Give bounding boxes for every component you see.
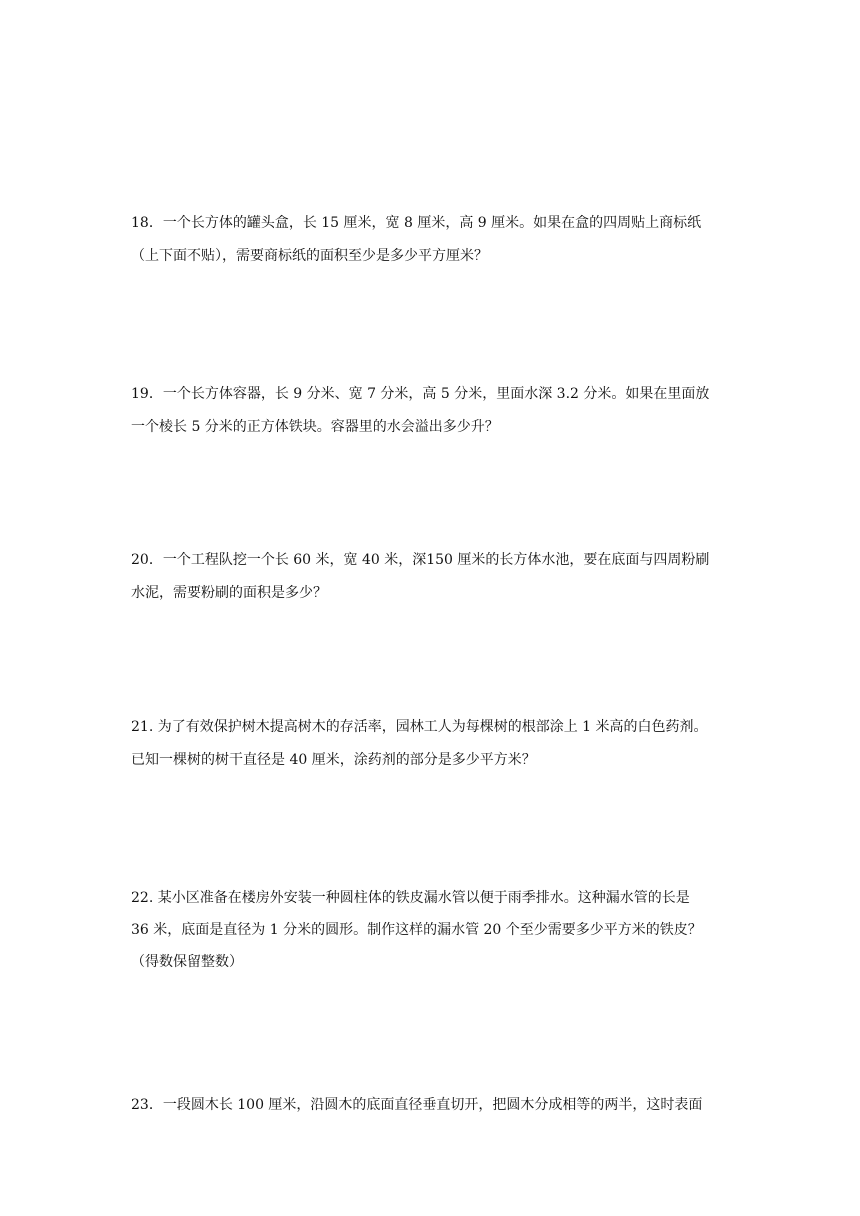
problem-19: [131, 378, 731, 444]
problem-18-line-2: （上下面不贴），需要商标纸的面积至少是多少平方厘米？: [131, 248, 488, 264]
problem-23: [131, 1089, 731, 1122]
problem-21: [131, 711, 731, 777]
problem-22-line-2: 36 米，底面是直径为 1 分米的圆形。制作这样的漏水管 20 个至少需要多少平方米的铁皮？: [131, 922, 702, 938]
problem-21-line-2: 已知一棵树的树干直径是 40 厘米，涂药剂的部分是多少平方米？: [131, 752, 536, 768]
problem-19-line-1: 19．一个长方体容器，长 9 分米、宽 7 分米，高 5 分米，里面水深 3.2 分米。如果在里面放: [131, 386, 710, 402]
problem-20: [131, 544, 731, 610]
problem-22-line-3: （得数保留整数）: [131, 954, 243, 970]
problem-20-line-2: 水泥，需要粉刷的面积是多少？: [131, 585, 327, 601]
problem-19-line-2: 一个棱长 5 分米的正方体铁块。容器里的水会溢出多少升？: [131, 419, 499, 435]
problem-20-line-1: 20．一个工程队挖一个长 60 米，宽 40 米，深150 厘米的长方体水池，要在底面与四周粉刷: [131, 552, 710, 568]
problem-21-line-1: 21. 为了有效保护树木提高树木的存活率，园林工人为每棵树的根部涂上 1 米高的白色药剂。: [131, 719, 708, 735]
problem-23-line-1: 23．一段圆木长 100 厘米，沿圆木的底面直径垂直切开，把圆木分成相等的两半，这时表面: [131, 1097, 703, 1113]
problem-18: [131, 207, 731, 273]
problem-18-line-1: 18．一个长方体的罐头盒，长 15 厘米，宽 8 厘米，高 9 厘米。如果在盒的四周贴上商标纸: [131, 215, 702, 231]
problem-22-line-1: 22. 某小区准备在楼房外安装一种圆柱体的铁皮漏水管以便于雨季排水。这种漏水管的长是: [131, 890, 690, 906]
problem-22: [131, 882, 731, 978]
